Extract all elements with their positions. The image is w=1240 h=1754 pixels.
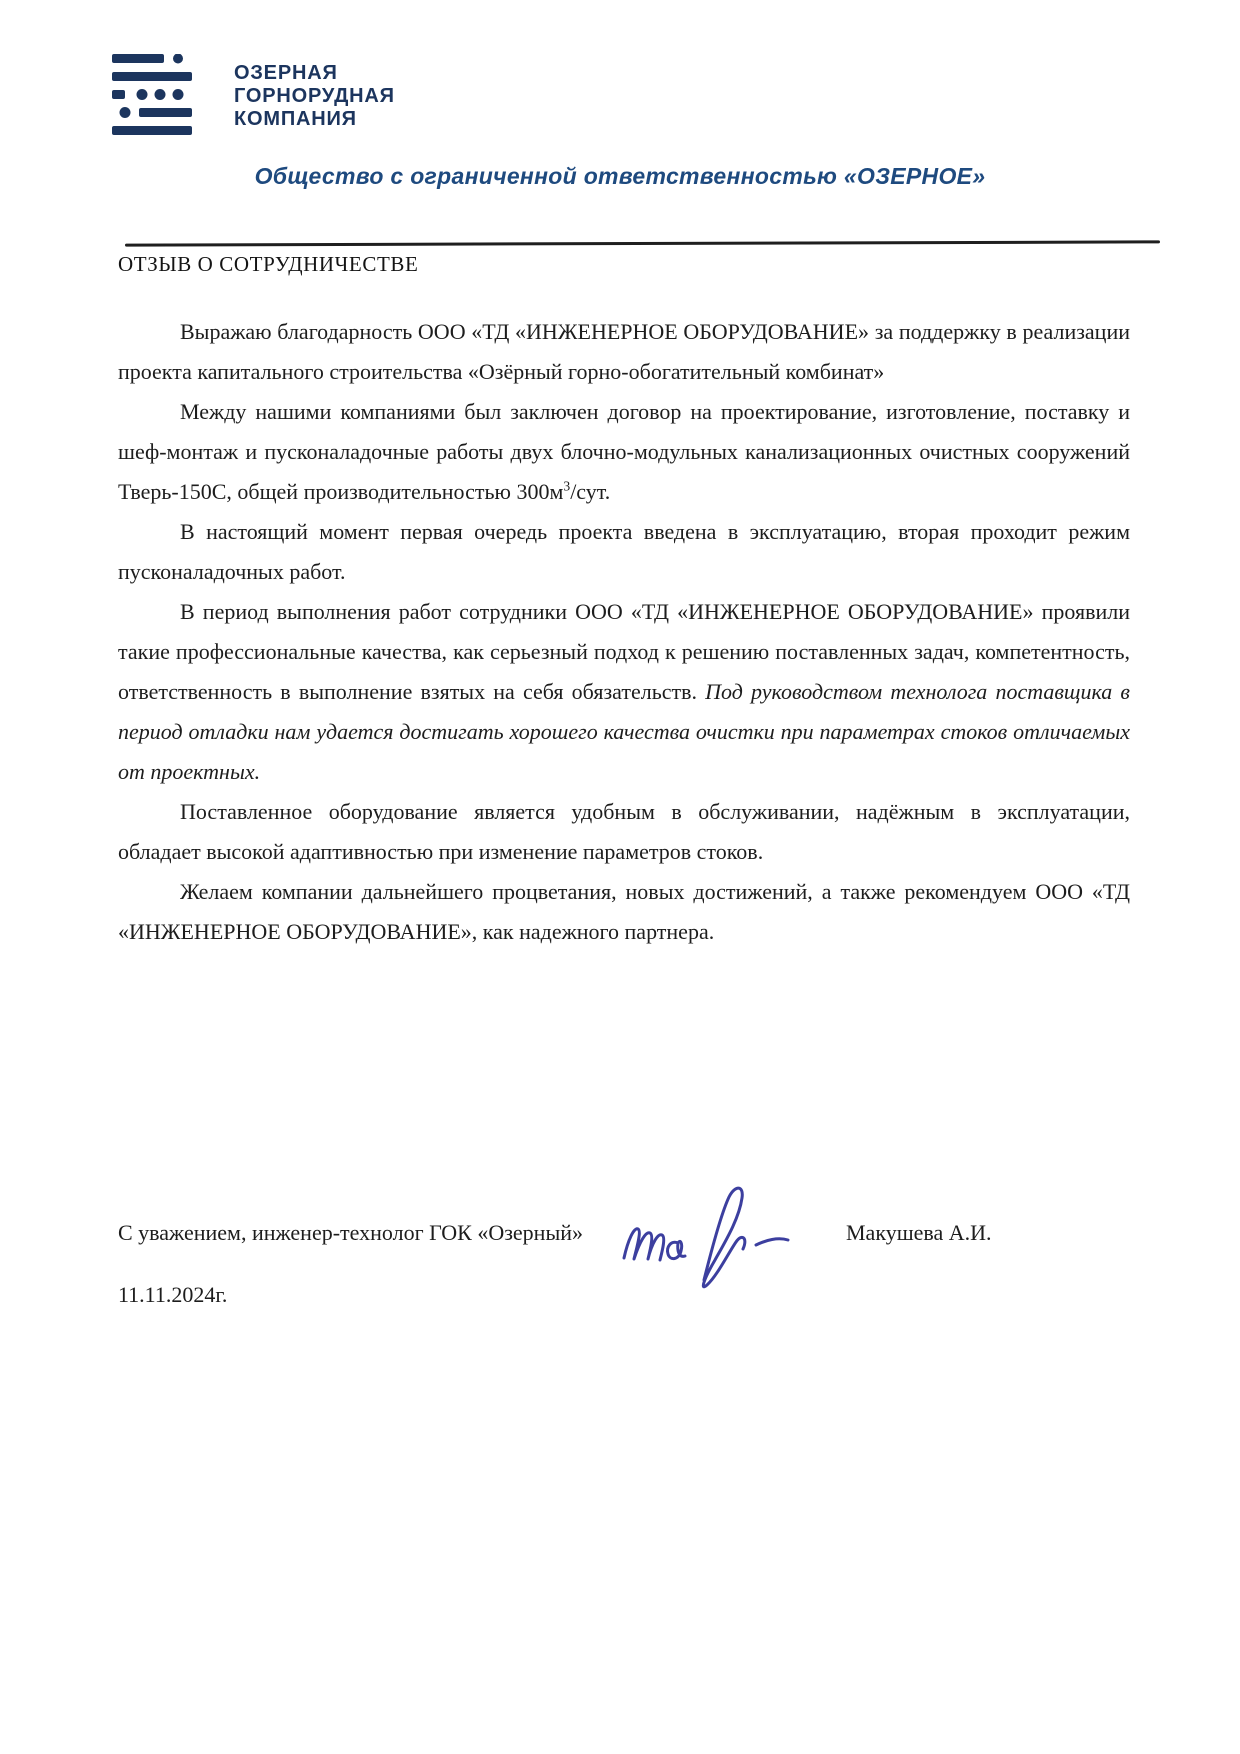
company-logo xyxy=(112,54,395,138)
wordmark-line-2: ГОРНОРУДНАЯ xyxy=(234,84,395,107)
handwritten-signature-icon xyxy=(616,1180,794,1298)
letterhead-title: Общество с ограниченной ответственностью «ОЗЕРНОЕ» xyxy=(254,163,986,189)
paragraph: Между нашими компаниями был заключен договор на проектирование, изготовление, поставку и шеф-монтаж и пусконаладочные работы двух блочно-модульных канализационных очистных сооружений Тверь-150С, общей производительностью $300м^3$/сут. xyxy=(118,399,1130,504)
signature-closing: С уважением, инженер-технолог ГОК «Озерный» xyxy=(118,1220,584,1245)
header-divider-rule xyxy=(125,240,1160,246)
document-heading: ОТЗЫВ О СОТРУДНИЧЕСТВЕ xyxy=(118,252,419,276)
company-wordmark xyxy=(234,62,395,131)
paragraph: В настоящий момент первая очередь проекта введена в эксплуатацию, вторая проходит режим пусконаладочных работ. xyxy=(118,519,1130,584)
bars-and-dots-logo-icon xyxy=(112,54,212,138)
paragraph: Желаем компании дальнейшего процветания, новых достижений, а также рекомендуем ООО «ТД «ИНЖЕНЕРНОЕ ОБОРУДОВАНИЕ», как надежного партнера. xyxy=(118,879,1130,944)
document-date: 11.11.2024г. xyxy=(118,1282,228,1307)
paragraph: В период выполнения работ сотрудники ООО «ТД «ИНЖЕНЕРНОЕ ОБОРУДОВАНИЕ» проявили такие профессиональные качества, как серьезный подход к решению поставленных задач, компетентность, ответственность в выполнение взятых на себя обязательств. Под руководством технолога поставщика в период отладки нам удается достигать хорошего качества очистки при параметрах стоков отличаемых от проектных. xyxy=(118,599,1130,784)
signature-block xyxy=(118,1180,1130,1310)
wordmark-line-3: КОМПАНИЯ xyxy=(234,107,357,130)
wordmark-line-1: ОЗЕРНАЯ xyxy=(234,61,338,84)
paragraph: Выражаю благодарность ООО «ТД «ИНЖЕНЕРНОЕ ОБОРУДОВАНИЕ» за поддержку в реализации проекта капитального строительства «Озёрный горно-обогатительный комбинат» xyxy=(118,319,1130,384)
signatory-name: Макушева А.И. xyxy=(846,1220,992,1245)
paragraph: Поставленное оборудование является удобным в обслуживании, надёжным в эксплуатации, обладает высокой адаптивностью при изменение параметров стоков. xyxy=(118,799,1130,864)
body-paragraphs xyxy=(118,312,1130,952)
